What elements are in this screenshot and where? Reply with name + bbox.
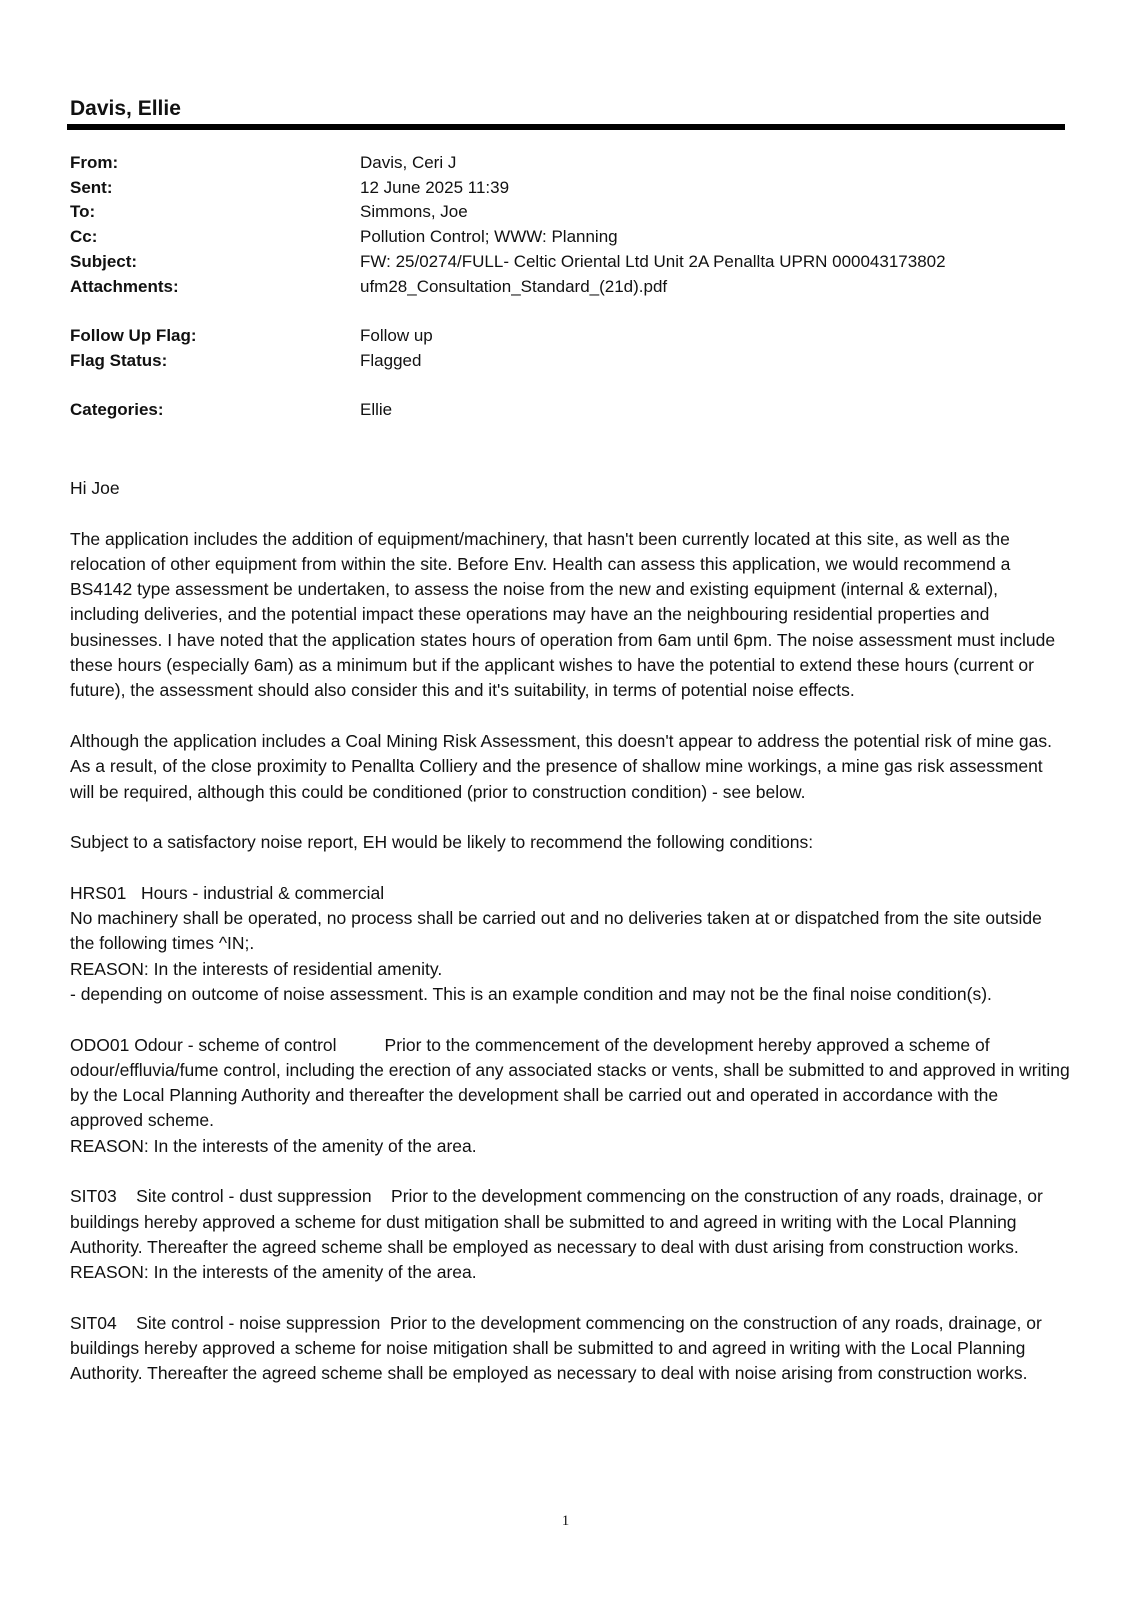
condition-text	[70, 1033, 1070, 1134]
condition-title: Odour - scheme of control	[134, 1034, 337, 1055]
follow-up-flag-value: Follow up	[360, 326, 433, 345]
condition-title: Site control - noise suppression	[136, 1312, 381, 1333]
categories-label: Categories:	[70, 400, 164, 419]
condition-code: ODO01	[70, 1034, 130, 1055]
attachment-file: ufm28_Consultation_Standard_(21d).pdf	[360, 276, 668, 296]
subject-value: FW: 25/0274/FULL- Celtic Oriental Ltd Unit 2A Penallta UPRN 000043173802	[360, 251, 946, 271]
categories-value: Ellie	[360, 400, 393, 419]
from-label: From:	[70, 153, 119, 172]
attachments-label: Attachments:	[70, 276, 179, 296]
page-number: 1	[561, 1513, 570, 1529]
title-divider	[67, 124, 1065, 130]
condition-code: HRS01	[70, 882, 127, 903]
from-value: Davis, Ceri J	[360, 153, 457, 172]
condition-heading	[70, 881, 1070, 906]
page-title: Davis, Ellie	[70, 97, 181, 120]
condition-text: No machinery shall be operated, no process shall be carried out and no deliveries taken at or dispatched from the site outside the following times ^IN;.	[70, 908, 1042, 954]
cc-value: Pollution Control; WWW: Planning	[360, 227, 618, 247]
condition-title: Site control - dust suppression	[136, 1186, 372, 1207]
condition-note: - depending on outcome of noise assessment. This is an example condition and may not be the final noise condition(s).	[70, 983, 992, 1004]
condition-reason: REASON: In the interests of the amenity of the area.	[70, 1262, 477, 1283]
condition-odo01	[70, 1033, 1070, 1159]
email-body	[70, 476, 1070, 1412]
condition-sit04	[70, 1311, 1070, 1387]
sent-value: 12 June 2025 11:39	[360, 177, 510, 197]
condition-code: SIT04	[70, 1312, 117, 1333]
cc-label: Cc:	[70, 227, 98, 247]
subject-label: Subject:	[70, 251, 138, 271]
condition-body: Prior to the commencement of the development hereby approved a scheme of odour/effluvia/fume control, including the erection of any associated stacks or vents, shall be submitted to and approved in writing by the Local Planning Authority and thereafter the development shall be carried out and operated in accordance with the approved scheme.	[70, 1034, 1070, 1131]
paragraph-mine-gas: Although the application includes a Coal Mining Risk Assessment, this doesn't appear to address the potential risk of mine gas. As a result, of the close proximity to Penallta Colliery and the presence of shallow mine workings, a mine gas risk assessment will be required, although this could be conditioned (prior to construction condition) - see below.	[70, 730, 1052, 802]
sent-label: Sent:	[70, 177, 113, 197]
to-label: To:	[70, 202, 96, 222]
follow-up-flag-label: Follow Up Flag:	[70, 326, 197, 345]
paragraph-conditions-intro: Subject to a satisfactory noise report, EH would be likely to recommend the following conditions:	[70, 832, 814, 853]
condition-sit03	[70, 1184, 1070, 1285]
condition-reason: REASON: In the interests of the amenity of the area.	[70, 1135, 477, 1156]
condition-text	[70, 1184, 1070, 1260]
to-value: Simmons, Joe	[360, 202, 468, 222]
condition-reason: REASON: In the interests of residential amenity.	[70, 958, 443, 979]
condition-body: Prior to the development commencing on the construction of any roads, drainage, or buildings hereby approved a scheme for noise mitigation shall be submitted to and agreed in writing with the Local Planning Authority. Thereafter the agreed scheme shall be employed as necessary to deal with noise arising from construction works.	[70, 1312, 1042, 1384]
condition-title: Hours - industrial & commercial	[141, 882, 385, 903]
condition-code: SIT03	[70, 1186, 117, 1207]
flag-status-value: Flagged	[360, 350, 422, 370]
paragraph-noise-assessment: The application includes the addition of equipment/machinery, that hasn't been currently located at this site, as well as the relocation of other equipment from within the site. Before Env. Health can assess this application, we would recommend a BS4142 type assessment be undertaken, to assess the noise from the new and existing equipment (internal & external), including deliveries, and the potential impact these operations may have an the neighbouring residential properties and businesses. I have noted that the application states hours of operation from 6am until 6pm. The noise assessment must include these hours (especially 6am) as a minimum but if the applicant wishes to have the potential to extend these hours (current or future), the assessment should also consider this and it's suitability, in terms of potential noise effects.	[70, 528, 1056, 701]
condition-text	[70, 1311, 1070, 1387]
condition-hrs01	[70, 881, 1070, 1007]
greeting: Hi Joe	[70, 478, 120, 498]
condition-body: Prior to the development commencing on the construction of any roads, drainage, or buildings hereby approved a scheme for dust mitigation shall be submitted to and agreed in writing with the Local Planning Authority. Thereafter the agreed scheme shall be employed as necessary to deal with dust arising from construction works.	[70, 1186, 1043, 1257]
flag-status-label: Flag Status:	[70, 350, 168, 370]
